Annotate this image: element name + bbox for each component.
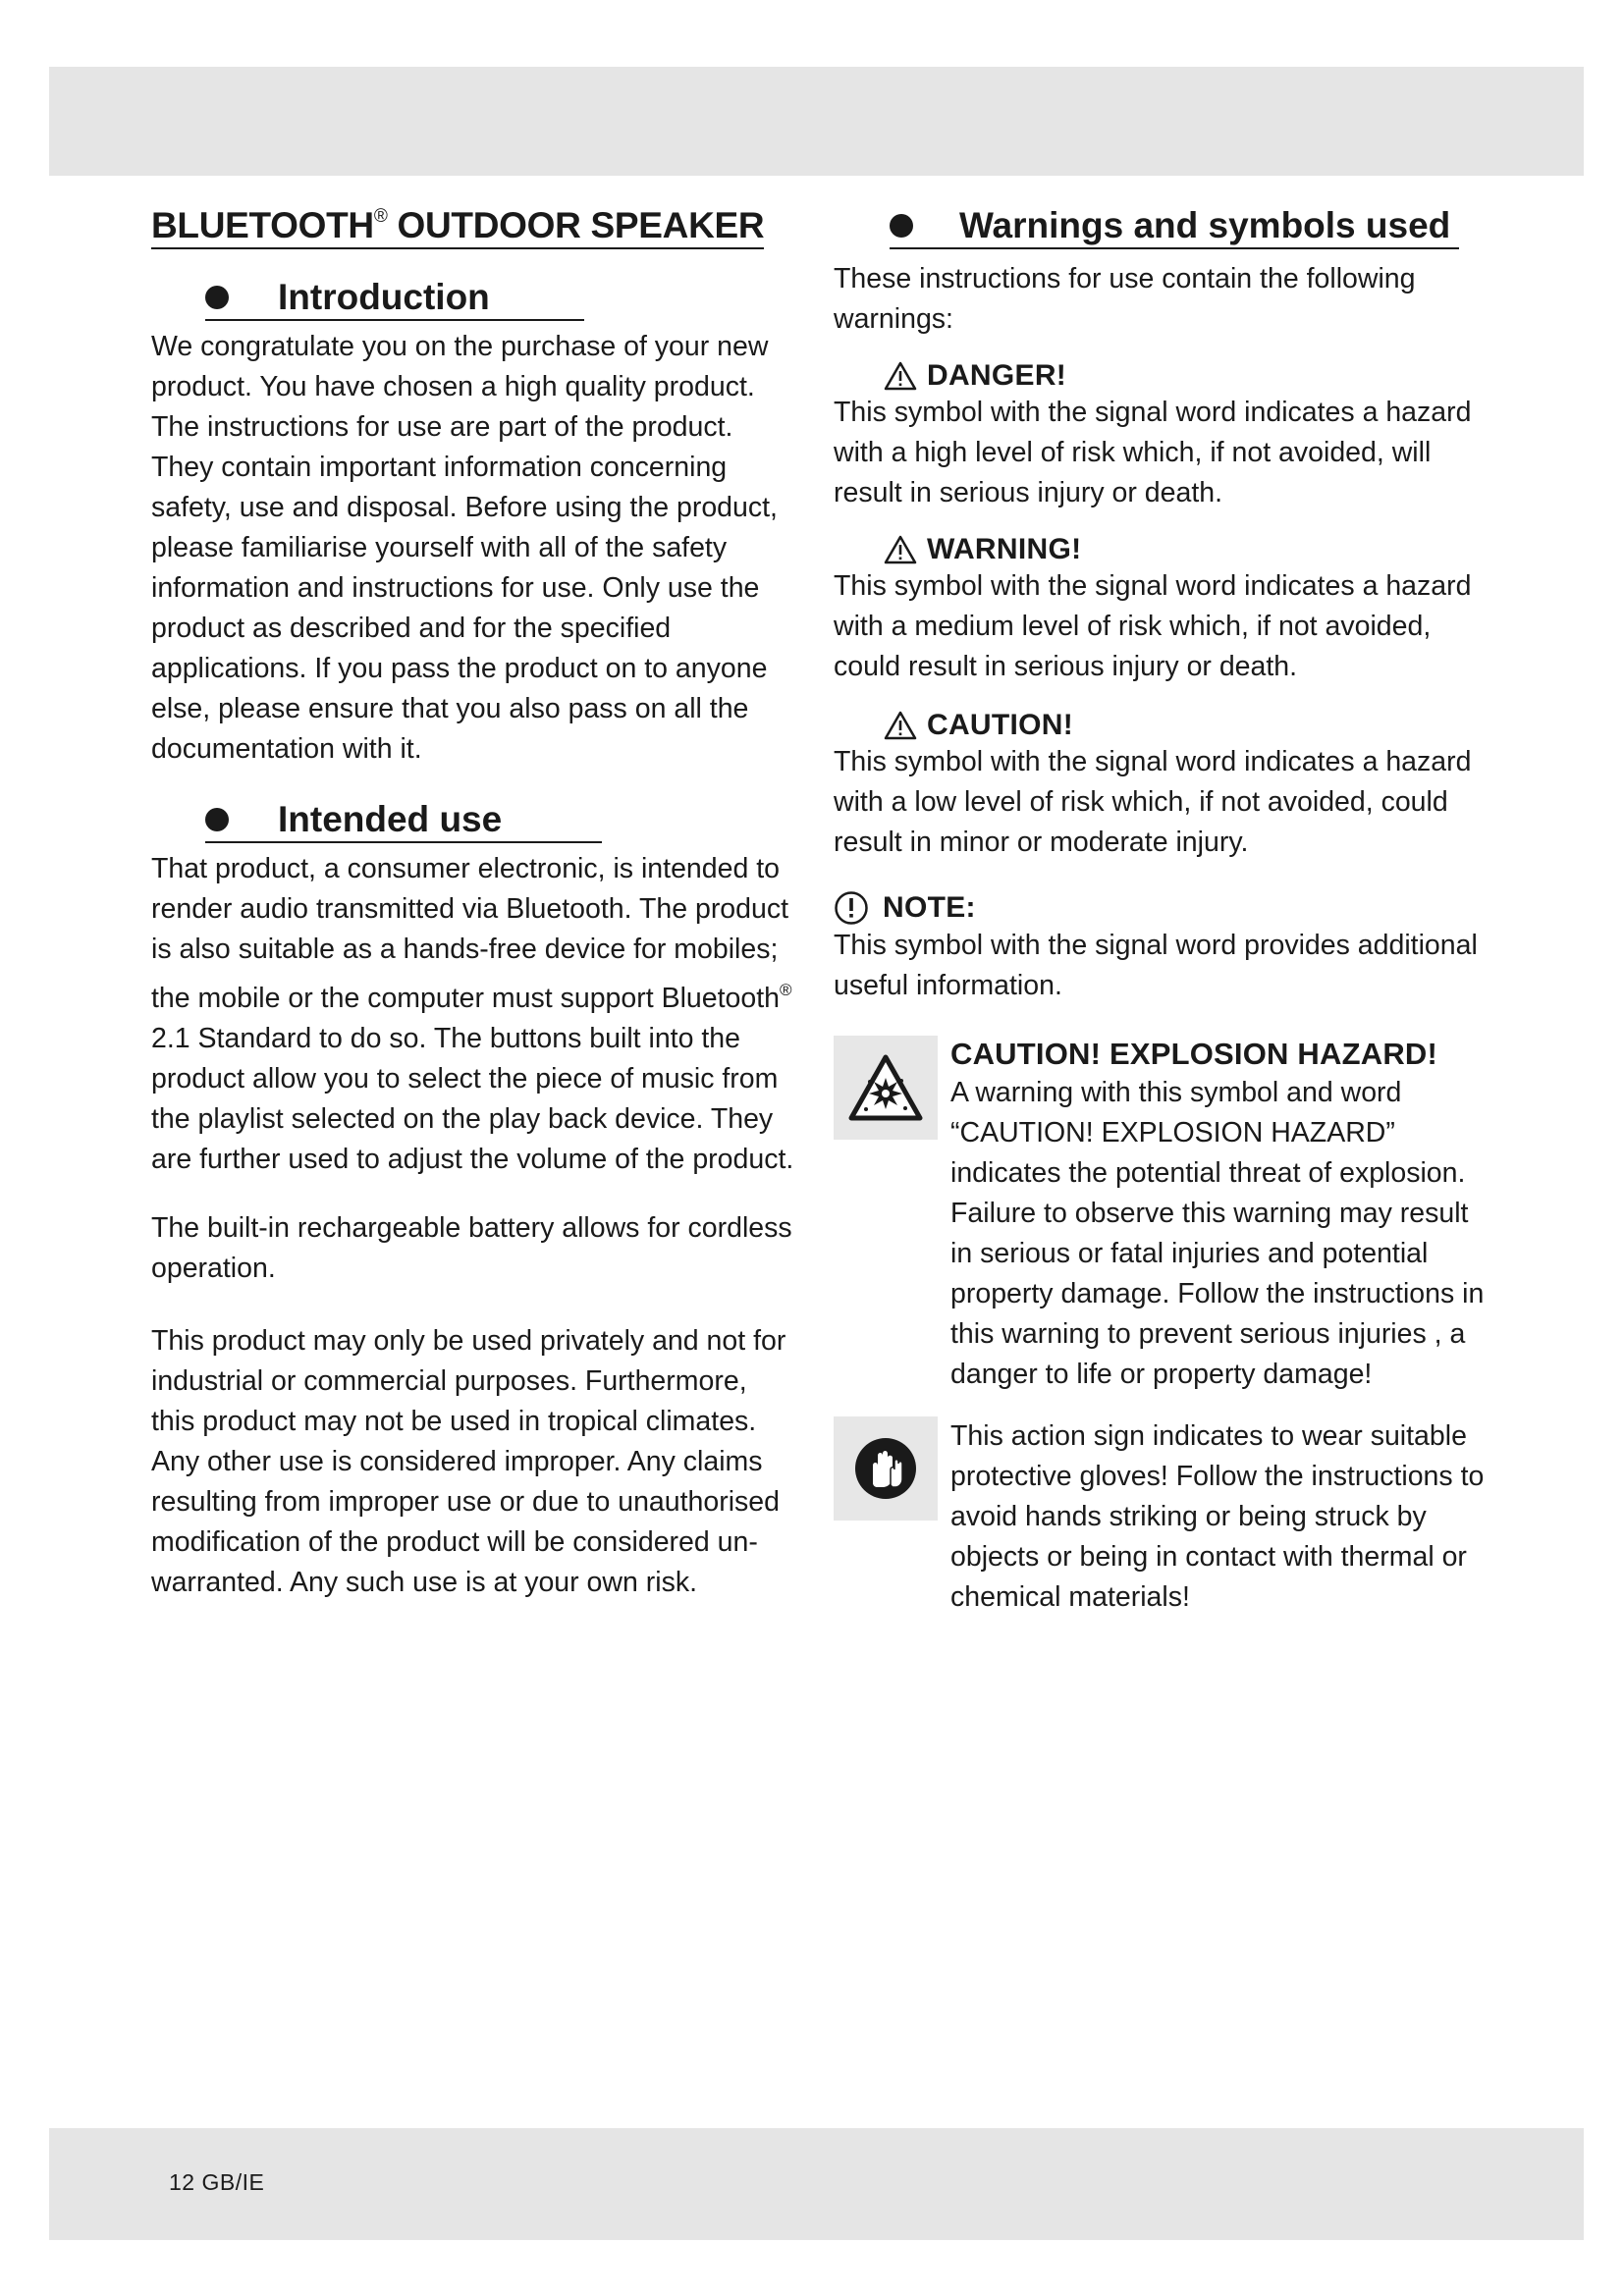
bullet-icon (205, 286, 229, 309)
explosion-hazard-label: CAUTION! EXPLOSION HAZARD! (950, 1037, 1438, 1071)
danger-signal (884, 359, 1496, 393)
left-column (151, 196, 794, 1603)
right-column (834, 196, 1496, 1618)
warning-label: WARNING! (927, 533, 1082, 565)
restrictions-paragraph: This product may only be used privately and not for industrial or commercial purposes. Furthermore, this product may not be used in tropical climates. Any other use is considered improper. Any claims resulting from improper use or due to unauthorised modification of the product will be considered un-warranted. Any such use is at your own risk. (151, 1325, 786, 1598)
warning-triangle-icon (884, 711, 917, 740)
warnings-heading (890, 205, 1459, 249)
warning-triangle-icon (884, 361, 917, 391)
gloves-text: This action sign indicates to wear suitable protective gloves! Follow the instructions to avoid hands striking or being struck by objects or being in contact with thermal or chemical materials! (950, 1420, 1485, 1613)
bullet-icon (205, 808, 229, 831)
caution-signal (884, 709, 1496, 742)
danger-text: This symbol with the signal word indicates a hazard with a high level of risk which, if not avoided, will result in serious injury or death. (834, 397, 1472, 508)
info-exclamation-icon (834, 890, 869, 926)
explosion-hazard-icon (834, 1036, 938, 1140)
protective-gloves-icon (834, 1416, 938, 1521)
header-band (49, 67, 1584, 176)
introduction-heading (205, 277, 584, 321)
caution-text: This symbol with the signal word indicates a hazard with a low level of risk which, if not avoided, could result in minor or moderate injury. (834, 746, 1472, 858)
explosion-hazard-block (834, 1036, 1496, 1395)
note-text: This symbol with the signal word provides additional useful information. (834, 930, 1478, 1001)
warning-text: This symbol with the signal word indicates a hazard with a medium level of risk which, if not avoided, could result in serious injury or death. (834, 570, 1472, 682)
battery-paragraph: The built-in rechargeable battery allows for cordless operation. (151, 1212, 792, 1284)
danger-label: DANGER! (927, 359, 1067, 392)
intended-use-paragraph: That product, a consumer electronic, is intended to render audio transmitted via Bluetooth. The product is also suitable as a hands-free device for mobiles; the mobile or the computer must support Bluetooth® 2.1 Standard to do so. The buttons built into the product allow you to select the piece of music from the playlist selected on the play back device. They are further used to adjust the volume of the product. (151, 853, 794, 1175)
introduction-title: Introduction (278, 277, 490, 317)
intended-use-title: Intended use (278, 799, 503, 839)
explosion-hazard-text: A warning with this symbol and word “CAUTION! EXPLOSION HAZARD” indicates the potential threat of explosion. Failure to observe this warning may result in serious or fatal injuries and potential property damage. Follow the instructions in this warning to prevent serious injuries , a danger to life or property damage! (950, 1077, 1485, 1390)
warning-signal (884, 533, 1496, 566)
note-label: NOTE: (883, 891, 976, 924)
note-signal (834, 890, 1496, 926)
warnings-title: Warnings and symbols used (959, 205, 1451, 245)
bullet-icon (890, 214, 913, 238)
introduction-text: We congratulate you on the purchase of your new product. You have chosen a high quality product. The instructions for use are part of the product. They contain important information concerning safety, use and disposal. Before using the product, please familiarise yourself with all of the safety information and instructions for use. Only use the product as described and for the specified applications. If you pass the product on to anyone else, please ensure that you also pass on all the documentation with it. (151, 331, 778, 765)
caution-label: CAUTION! (927, 709, 1074, 741)
warnings-intro: These instructions for use contain the following warnings: (834, 263, 1416, 335)
warning-triangle-icon (884, 535, 917, 564)
document-title: BLUETOOTH® OUTDOOR SPEAKER (151, 205, 764, 249)
footer-band (49, 2128, 1584, 2240)
gloves-block (834, 1416, 1496, 1618)
page-number: 12 GB/IE (169, 2169, 265, 2195)
intended-use-heading (205, 799, 602, 843)
